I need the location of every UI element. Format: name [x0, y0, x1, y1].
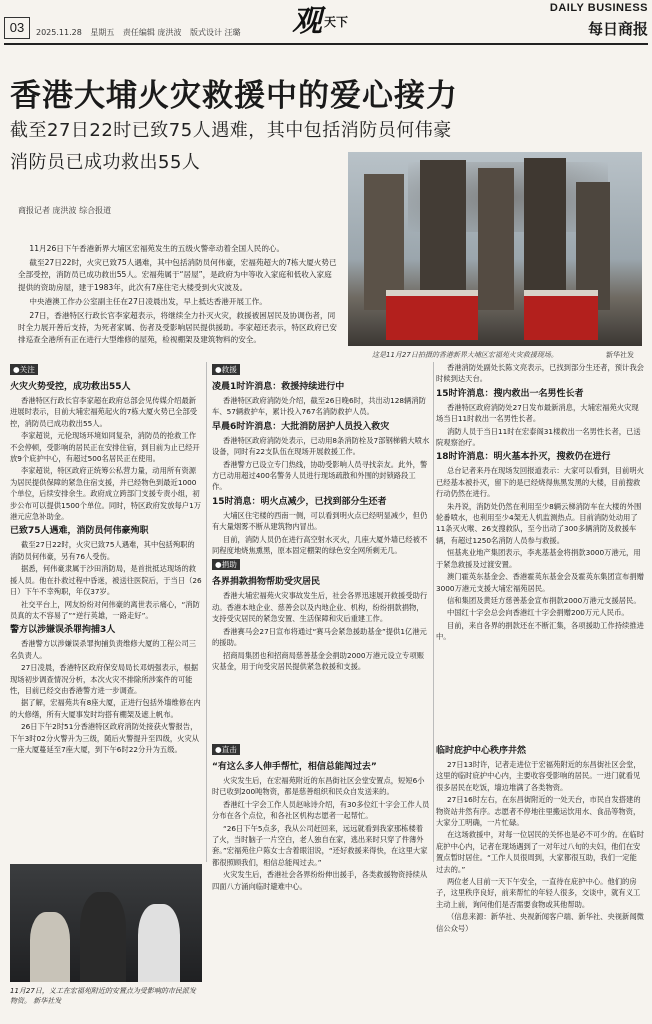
column-3 [436, 362, 644, 644]
paragraph: 招商局集团也和招商局慈善基金会捐助2000万港元设立专项赈灾基金，用于向受灾居民提供紧急救援和支援。 [212, 650, 424, 671]
hero-caption: 这是11月27日拍摄的香港新界大埔区宏福苑火灾救援现场。 [372, 351, 558, 359]
column-2 [212, 362, 430, 673]
paragraph: 26日下午2时51分香港特区政府消防处接获火警报告，下午3时02分火警升为三级，随后火警提升至四级，火灾从一座大厦蔓延至7座大厦，到下午6时22分升为五级。 [10, 722, 200, 754]
paragraph: 李家超说，特区政府正统筹公私营力量，动用所有资源为居民提供保障的紧急住宿支援，并已经物色到最近1000个单位，后续安排余生。政府成立跨部门支援专责小组，初步公布可以提供1500个单位。同时，特区政府发放每户1万港元应急补助金。 [10, 466, 202, 522]
section-tag: ●关注 [10, 364, 38, 375]
subhead: 15时许消息：搜内救出一名男性长者 [436, 388, 584, 399]
source-note: （信息来源：新华社、央视新闻客户端、新华社、央视新闻微信公众号） [436, 912, 644, 933]
bottom-story-right [436, 742, 644, 935]
paragraph: 香港特区政府消防处介绍，截至26日晚6时，共出动128辆消防车、57辆救护车，累计投入767名消防救护人员。 [212, 396, 426, 417]
column-divider [433, 362, 434, 862]
subhead: 早晨6时许消息：大批消防居护人员投入救灾 [212, 421, 390, 432]
paragraph: “26日下午5点多，我从公司赶回来，远远就看到我家那栋楼着了火，当时脑子一片空白，老人独自在家，逃出来时只穿了件薄外套。”宏福苑住户陈女士含着眼泪说，“还好救援来得快，在这里大家都很照顾我们，相信总能闯过去。” [212, 823, 428, 867]
intro-paragraph: 中央港澳工作办公室副主任在27日凌晨出发，早上抵达香港开展工作。 [29, 296, 267, 306]
headline-subtitle-1: 截至27日22时已致75人遇难，其中包括消防员何伟豪 [10, 120, 452, 141]
hero-credit: 新华社发 [606, 351, 634, 359]
paper-name-cn: 每日商报 [587, 20, 648, 38]
page-number: 03 [4, 17, 30, 39]
photo-building [478, 168, 514, 310]
photo-fire-truck [386, 290, 478, 340]
subhead: 已致75人遇难，消防员何伟豪殉职 [10, 526, 149, 537]
intro-paragraph: 27日，香港特区行政长官李家超表示，将继续全力扑灭火灾，救援被困居民及协调伤者，同时全力展开善后支持，为死者家属、伤者及受影响居民提供援助。李家超还表示，特区政府已安排巡查全港所有正在进行大型维修的屋苑，检视棚架及建筑物料的安全。 [18, 311, 337, 345]
paragraph: 截至27日22时，火灾已致75人遇难，其中包括殉职的消防员何伟豪，另有76人受伤。 [10, 540, 195, 561]
paragraph: 香港大埔宏福苑火灾事故发生后，社会各界迅速展开救援受助行动。香港本地企业、慈善会以及内地企业、机构，纷纷捐款捐物，支持受灾居民的紧急安置、生活保障和灾后重建工作。 [212, 591, 428, 624]
section-tag: ●救援 [212, 364, 240, 375]
volunteer-photo-credit: 新华社发 [33, 997, 62, 1005]
paragraph: 27日16时左右，在东昌街附近的一处天台，市民自发搭建的物资站井然有序。志愿者不停地往里搬运饮用水、食品等物资，大家分工明确，一片忙碌。 [436, 795, 641, 828]
paragraph: 目前，消防人员仍在进行高空射水灭火，几座大厦外墙已经被不同程度地烧焦熏黑，原本固定棚架的绿色安全网所剩无几。 [212, 534, 428, 556]
paragraph: 香港特区政府消防处27日发布最新消息，大埔宏福苑火灾现场当日11时救出一名男性长者。 [436, 402, 639, 424]
section-tag: ●捐助 [212, 559, 240, 570]
page-header [0, 0, 652, 44]
subhead: 临时庇护中心秩序井然 [436, 746, 527, 756]
hero-photo [348, 152, 642, 346]
photo-person [80, 892, 126, 982]
section-logo: 观天下 [292, 4, 349, 39]
header-rule [4, 43, 648, 45]
paragraph: 据了解，宏福苑共有8座大厦，正进行包括外墙维修在内的大修缮，所有大厦事发时均搭有棚架及遮上帆布。 [10, 698, 201, 719]
section-tag: ●直击 [212, 744, 240, 755]
paragraph: 在这场救援中，对每一位居民的关怀也是必不可少的。在临时庇护中心内，记者在现场遇到了一对年过八旬的夫妇，他们在安置点暂时居住。“工作人员很周到，大家都很互助，我们一定能过去的。” [436, 830, 644, 874]
paragraph: 信和集团及黄廷方慈善基金宣布捐款2000万港元支援居民。 [446, 595, 641, 605]
paragraph: 香港警方以涉嫌误杀罪拘捕负责维修大厦的工程公司三名负责人。 [10, 639, 197, 660]
issue-designer: 版式设计 汪璐 [190, 28, 241, 37]
subhead: 15时消息：明火点减少，已找到部分生还者 [212, 496, 387, 507]
subhead: 18时许消息：明火基本扑灭，搜救仍在进行 [436, 452, 611, 463]
photo-fire-truck [524, 290, 598, 340]
byline: 商报记者 庞洪波 综合报道 [18, 206, 112, 215]
paragraph: 社交平台上，网友纷纷对何伟豪的离世表示痛心，“消防员真的太不容易了”“逆行英雄，一路走好”。 [10, 599, 200, 620]
issue-editor: 责任编辑 庞洪波 [122, 28, 182, 37]
subhead: “有这么多人伸手帮忙，相信总能闯过去” [212, 762, 377, 772]
paragraph: 两位老人目前一天下午安全，一直待在庇护中心。他们的房子，这里秩序良好，前来帮忙的年轻人很多，交谈中，就有义工主动上前，询问他们是否需要食物或其他帮助。 [436, 877, 641, 909]
issue-weekday: 星期五 [90, 28, 115, 37]
paragraph: 澳门霍英东基金会、香港霍英东基金会及霍英东集团宣布捐赠3000万港元支援大埔宏福苑居民。 [436, 572, 644, 593]
intro-paragraph: 11月26日下午香港新界大埔区宏福苑发生的五级火警牵动着全国人民的心。 [29, 244, 285, 253]
bottom-story-left [212, 742, 430, 893]
paragraph: 香港红十字会工作人员赵咏诗介绍，有30多位红十字会工作人员分布在各个点位，和各社区机构志愿者一起帮忙。 [212, 799, 430, 821]
paragraph: 香港警方已设立专门热线，协助受影响人员寻找亲友。此外，警方已动用超过400名警务人员进行现场疏散和外围的封锁路段工作。 [212, 459, 428, 492]
paragraph: 据悉，何伟豪隶属于沙田消防局，是首批抵达现场的救援人员。他在扑救过程中昏迷，被送往医院后，于当日（26日）下午不幸殉职，年仅37岁。 [10, 564, 202, 597]
headline-subtitle-2: 消防员已成功救出55人 [10, 152, 201, 173]
volunteer-photo-caption: 11月27日，义工在宏福苑附近的安置点为受影响的市民派发物资。 新华社发 [10, 987, 196, 1005]
intro-text [18, 243, 338, 349]
paragraph: 恒基兆业地产集团表示，李兆基基金将捐款3000万港元，用于紧急救援及过渡安置。 [436, 548, 641, 569]
headline-title: 香港大埔火灾救援中的爱心接力 [10, 78, 458, 114]
paragraph: 朱丹说，消防处仍然在利用至少8辆云梯消防车在大楼的外围轮番喷水，也利用至少4架无人机监测热点。目前消防处动用了11条灭火喉、26支搜救队，至今出动了300多辆消防及救援车辆，有超过1250名消防人员参与救援。 [436, 501, 642, 545]
column-1 [10, 362, 202, 756]
subhead: 各界捐款捐物帮助受灾居民 [212, 577, 321, 588]
intro-paragraph: 截至27日22时，火灾已致75人遇难，其中包括消防员何伟豪，宏福苑超大的7栋大厦火势已全部受控，消防员已成功救出55人。宏福苑属于“居屋”，是政府为中等收入家庭和低收入家庭提供的资助房屋，建于1983年，此次有7座住宅大楼受到火灾波及。 [18, 258, 337, 292]
photo-person [30, 912, 70, 982]
paragraph: 27日凌晨，香港特区政府保安局局长邓炳强表示，根据现场初步调查情况分析，本次火灾不排除所涉案件的可能性，目前已经交由香港警方进一步调查。 [10, 663, 199, 695]
paragraph: 香港特区行政长官李家超在政府总部会见传媒介绍最新进展时表示，目前大埔宏福苑起火的7栋大厦火势已全部受控，消防员已成功救出55人。 [10, 396, 198, 428]
paragraph: 火灾发生后，在宏福苑附近的东昌街社区会堂安置点，短短6小时已收到200吨物资，都是慈善组织和民众自发送来的。 [212, 776, 425, 797]
paragraph: 大埔区住宅楼的西南一侧，可以看到明火点已经明显减少，但仍有大量烟雾不断从建筑物内冒出。 [212, 510, 428, 532]
paragraph: 目前，来自各界的捐款还在不断汇集，各项援助工作持续推进中。 [436, 620, 644, 642]
paragraph: 香港特区政府消防处表示，已动用8条消防栓及7部钢梯鹤大喷水设备，同时有22支队伍在现场开展救援工作。 [212, 435, 430, 457]
paragraph: 消防人员于当日11时在宏泰阁31楼救出一名男性长者，已送院观察治疗。 [436, 426, 641, 448]
paragraph: 香港消防处副处长陈文亮表示，已找到部分生还者，预计我会时候到达天台。 [436, 363, 644, 384]
issue-date: 2025.11.28 [36, 28, 82, 37]
paragraph: 香港赛马会27日宣布将通过“赛马会紧急援助基金”提供1亿港元的援助。 [212, 626, 427, 648]
photo-building [420, 160, 466, 310]
paragraph: 27日13时许，记者走进位于宏福苑附近的东昌街社区会堂，这里的临时庇护中心内，主要收容受影响的居民。一进门就看见很多居民在吃饭，墙边堆满了各类物资。 [436, 760, 641, 792]
paragraph: 中国红十字会总会向香港红十字会捐赠200万元人民币。 [446, 608, 629, 618]
paper-name-en: DAILY BUSINESS [549, 2, 648, 14]
issue-meta [36, 27, 247, 38]
photo-building [524, 158, 566, 310]
photo-person [138, 904, 180, 982]
subhead: 警方以涉嫌误杀罪拘捕3人 [10, 625, 116, 636]
subhead: 火灾火势受控，成功救出55人 [10, 382, 131, 392]
volunteer-photo [10, 864, 202, 982]
column-divider [206, 362, 207, 862]
paragraph: 总台记者来丹在现场发回报道表示：大家可以看到，目前明火已经基本被扑灭，留下的是已经烧得焦黑发黑的大楼，目前搜救行动仍然在进行。 [436, 466, 644, 499]
subhead: 凌晨1时许消息：救援持续进行中 [212, 382, 345, 392]
paragraph: 李家超说，元伦现场环境如同复杂，消防员的抢救工作不会停顿，受影响的居民正在安排住宿，到目前为止已经开放9个庇护中心，有超过500名居民正在使用。 [10, 431, 200, 464]
paragraph: 火灾发生后，香港社会各界纷纷伸出援手，各类救援物资持续从四面八方涌向临时避难中心。 [212, 870, 428, 891]
